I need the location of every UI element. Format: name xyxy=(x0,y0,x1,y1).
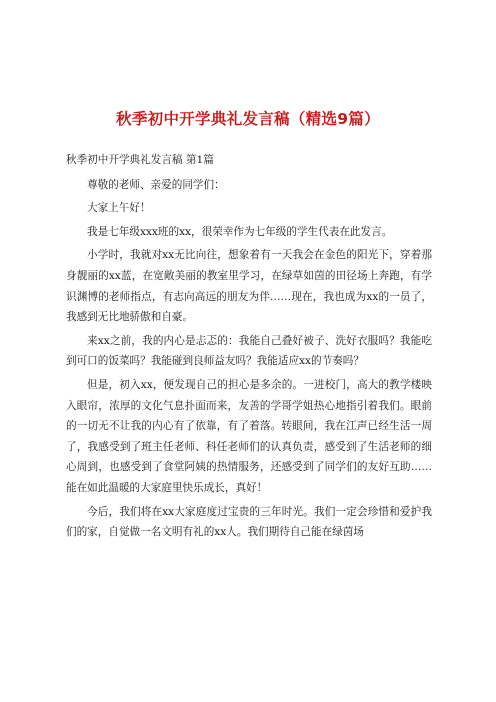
paragraph-worries: 来xx之前，我的内心是忐忑的：我能自己叠好被子、洗好衣服吗？我能吃到可口的饭菜吗？我能碰到良师益友吗？我能适应xx的节奏吗？ xyxy=(66,334,432,368)
document-body xyxy=(66,150,432,546)
document-title: 秋季初中开学典礼发言稿（精选9篇） xyxy=(116,110,380,128)
paragraph-greeting: 尊敬的老师、亲爱的同学们： xyxy=(87,178,225,191)
paragraph-first-impressions: 但是，初入xx，便发现自己的担心是多余的。一进校门，高大的教学楼映入眼帘，浓厚的文化气息扑面而来，友善的学哥学姐热心地指引着我们。眼前的一切无不让我的内心有了依靠，有了着落。转眼间，我在江声已经生活一周了，我感受到了班主任老师、科任老师们的认真负责，感受到了生活老师的细心周到，也感受到了食堂阿姨的热情服务，还感受到了同学们的友好互助……能在如此温暖的大家庭里快乐成长，真好！ xyxy=(66,378,432,494)
paragraph-future: 今后，我们将在xx大家庭度过宝贵的三年时光。我们一定会珍惜和爱护我们的家，自觉做一名文明有礼的xx人。我们期待自己能在绿茵场 xyxy=(66,505,432,539)
paragraph-introduction: 我是七年级xxx班的xx，很荣幸作为七年级的学生代表在此发言。 xyxy=(87,225,393,238)
paragraph-primary-school: 小学时，我就对xx无比向往，想象着有一天我会在金色的阳光下，穿着那身靓丽的xx蓝，在宽敞美丽的教室里学习，在绿草如茵的田径场上奔跑，有学识渊博的老师指点，有志向高远的朋友为伴……现在，我也成为xx的一员了，我感到无比地骄傲和自豪。 xyxy=(66,249,432,324)
paragraph-hello: 大家上午好！ xyxy=(87,202,151,215)
section-heading: 秋季初中开学典礼发言稿 第1篇 xyxy=(66,154,214,166)
